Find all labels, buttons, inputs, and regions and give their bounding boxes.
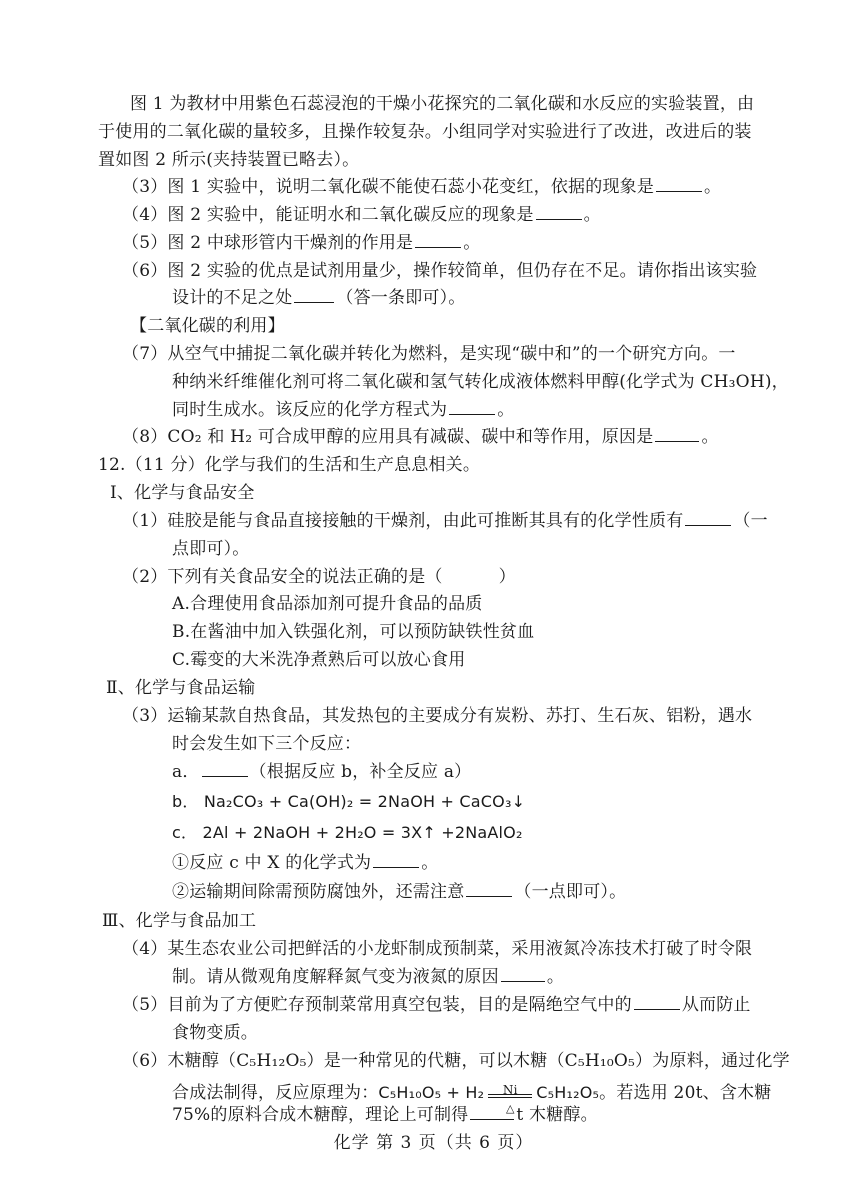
question-4: （4）图 2 实验中，能证明水和二氧化碳反应的现象是 。 — [122, 205, 601, 225]
reaction-condition: Ni △ — [488, 1081, 532, 1107]
question-3: （3）图 1 实验中，说明二氧化碳不能使石蕊小花变红，依据的现象是 。 — [122, 177, 722, 197]
answer-blank[interactable] — [415, 231, 461, 248]
question-6-line-1: （6）图 2 实验的优点是试剂用量少，操作较简单，但仍存在不足。请你指出该实验 — [122, 261, 758, 281]
answer-blank[interactable] — [634, 993, 680, 1010]
reaction-c: c． 2Al + 2NaOH + 2H₂O = 3X↑ +2NaAlO₂ — [172, 823, 523, 842]
question-7-line-3: 同时生成水。该反应的化学方程式为 。 — [172, 400, 515, 420]
question-III5-line-2: 食物变质。 — [172, 1023, 258, 1043]
answer-blank[interactable] — [536, 203, 582, 220]
question-I1-line-2: 点即可）。 — [172, 539, 250, 559]
question-I1-line-1: （1）硅胶是能与食品直接接触的干燥剂，由此可推断其具有的化学性质有 （一 — [122, 511, 768, 531]
question-III4-line-2: 制。请从微观角度解释氮气变为液氮的原因 。 — [172, 967, 565, 987]
option-B: B.在酱油中加入铁强化剂，可以预防缺铁性贫血 — [172, 622, 535, 642]
question-7-line-2: 种纳米纤维催化剂可将二氧化碳和氢气转化成液体燃料甲醇(化学式为 CH₃OH)， — [172, 372, 789, 392]
section-co2-use: 【二氧化碳的利用】 — [130, 316, 285, 336]
answer-blank[interactable] — [685, 509, 731, 526]
reaction-b: b． Na₂CO₃ + Ca(OH)₂ = 2NaOH + CaCO₃↓ — [172, 792, 526, 811]
question-III5-line-1: （5）目前为了方便贮存预制菜常用真空包装，目的是隔绝空气中的 从而防止 — [122, 995, 751, 1015]
question-8: （8）CO₂ 和 H₂ 可合成甲醇的应用具有减碳、碳中和等作用，原因是 。 — [122, 427, 719, 447]
reaction-a: a． （根据反应 b，补全反应 a） — [172, 762, 472, 782]
question-6-line-2: 设计的不足之处 （答一条即可）。 — [172, 288, 466, 308]
answer-blank[interactable] — [373, 851, 419, 868]
question-III6-line-1: （6）木糖醇（C₅H₁₂O₅）是一种常见的代糖，可以木糖（C₅H₁₀O₅）为原料，通过化学 — [122, 1051, 790, 1071]
question-III6-line-2: 合成法制得，反应原理为：C₅H₁₀O₅ + H₂ Ni △ C₅H₁₂O₅。若选用 20t、含木糖 — [172, 1082, 772, 1115]
question-12-heading: 12.（11 分）化学与我们的生活和生产息息相关。 — [98, 455, 481, 475]
question-II3-line-2: 时会发生如下三个反应： — [172, 734, 362, 754]
question-III6-line-3: 75%的原料合成木糖醇，理论上可制得 t 木糖醇。 — [172, 1105, 598, 1125]
option-A: A.合理使用食品添加剂可提升食品的品质 — [172, 594, 483, 614]
question-5: （5）图 2 中球形管内干燥剂的作用是 。 — [122, 233, 481, 253]
intro-line-2: 于使用的二氧化碳的量较多，且操作较复杂。小组同学对实验进行了改进，改进后的装 — [98, 122, 752, 142]
answer-blank[interactable] — [470, 1103, 514, 1120]
question-I2: （2）下列有关食品安全的说法正确的是（ ） — [122, 567, 516, 587]
subquestion-1: ①反应 c 中 X 的化学式为 。 — [172, 853, 439, 873]
section-I-heading: Ⅰ、化学与食品安全 — [110, 483, 255, 503]
answer-blank[interactable] — [449, 398, 495, 415]
subquestion-2: ②运输期间除需预防腐蚀外，还需注意 （一点即可）。 — [172, 882, 627, 902]
section-II-heading: Ⅱ、化学与食品运输 — [106, 678, 256, 698]
answer-blank[interactable] — [656, 175, 702, 192]
answer-blank[interactable] — [466, 880, 512, 897]
question-III4-line-1: （4）某生态农业公司把鲜活的小龙虾制成预制菜，采用液氮冷冻技术打破了时令限 — [122, 939, 753, 959]
question-II3-line-1: （3）运输某款自热食品，其发热包的主要成分有炭粉、苏打、生石灰、铝粉，遇水 — [122, 706, 753, 726]
answer-blank[interactable] — [655, 425, 699, 442]
answer-blank[interactable] — [202, 760, 248, 777]
section-III-heading: Ⅲ、化学与食品加工 — [102, 911, 257, 931]
page-footer: 化学 第 3 页（共 6 页） — [333, 1133, 534, 1153]
question-7-line-1: （7）从空气中捕捉二氧化碳并转化为燃料，是实现“碳中和”的一个研究方向。一 — [122, 344, 736, 364]
answer-blank[interactable] — [294, 286, 334, 303]
intro-line-1: 图 1 为教材中用紫色石蕊浸泡的干燥小花探究的二氧化碳和水反应的实验装置，由 — [130, 94, 755, 114]
answer-blank[interactable] — [501, 965, 545, 982]
option-C: C.霉变的大米洗净煮熟后可以放心食用 — [172, 650, 466, 670]
intro-line-3: 置如图 2 所示(夹持装置已略去）。 — [98, 150, 360, 170]
